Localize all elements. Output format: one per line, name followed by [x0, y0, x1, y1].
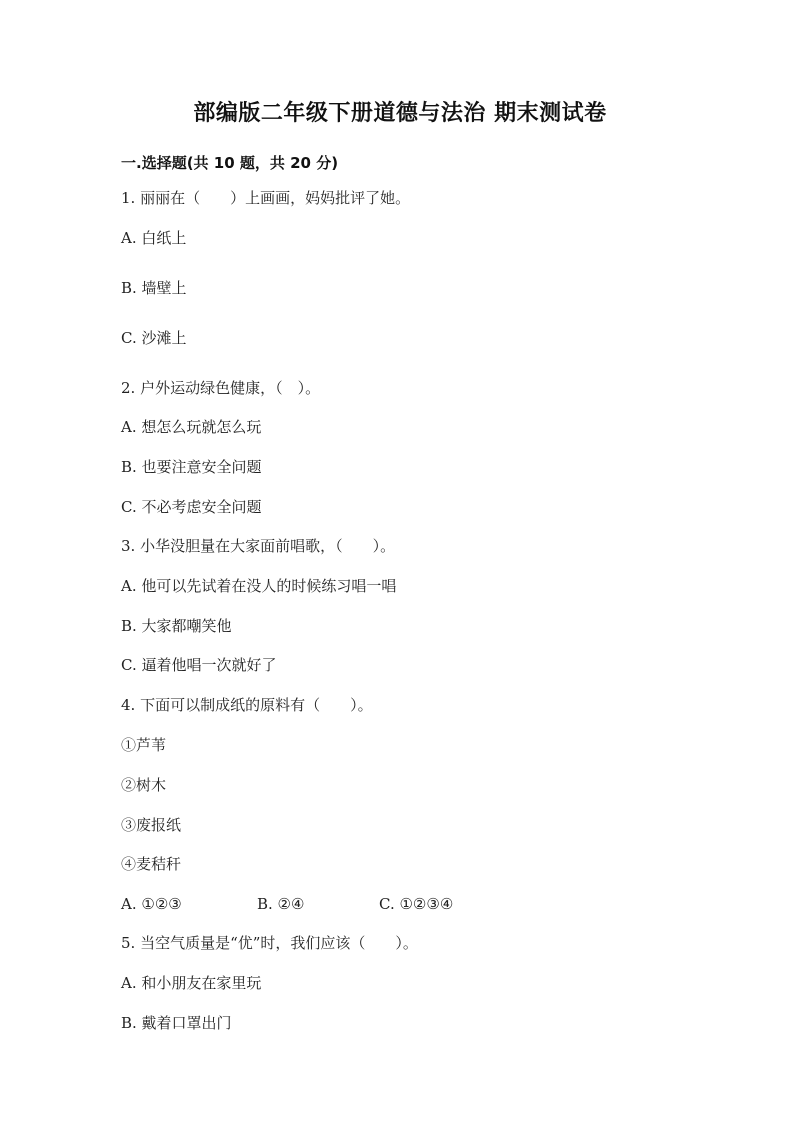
question-4-item-3: ③废报纸: [121, 816, 182, 834]
question-2-option-b: B. 也要注意安全问题: [121, 458, 262, 476]
question-5-stem: 5. 当空气质量是“优”时，我们应该（ ）。: [121, 934, 418, 952]
question-4-option-c: C. ①②③④: [379, 895, 454, 913]
question-5-option-b: B. 戴着口罩出门: [121, 1014, 232, 1032]
page-title: 部编版二年级下册道德与法治 期末测试卷: [193, 101, 607, 126]
question-3-option-b: B. 大家都嘲笑他: [121, 617, 232, 635]
question-3-option-a: A. 他可以先试着在没人的时候练习唱一唱: [121, 577, 397, 595]
question-1-option-b: B. 墙壁上: [121, 279, 187, 297]
question-3-option-c: C. 逼着他唱一次就好了: [121, 656, 277, 674]
question-2-option-c: C. 不必考虑安全问题: [121, 498, 262, 516]
question-4-item-1: ①芦苇: [121, 736, 167, 754]
question-4-item-4: ④麦秸秆: [121, 855, 182, 873]
question-4-option-a: A. ①②③: [121, 895, 182, 913]
question-5-option-a: A. 和小朋友在家里玩: [121, 974, 262, 992]
question-1-option-a: A. 白纸上: [121, 229, 187, 247]
question-1-option-c: C. 沙滩上: [121, 329, 187, 347]
question-4-option-b: B. ②④: [257, 895, 305, 913]
question-2-stem: 2. 户外运动绿色健康，（ ）。: [121, 379, 321, 397]
question-4-item-2: ②树木: [121, 776, 167, 794]
question-3-stem: 3. 小华没胆量在大家面前唱歌，（ ）。: [121, 537, 396, 555]
question-4-stem: 4. 下面可以制成纸的原料有（ ）。: [121, 696, 373, 714]
section-heading: 一.选择题(共 10 题，共 20 分): [121, 154, 339, 172]
question-2-option-a: A. 想怎么玩就怎么玩: [121, 418, 262, 436]
question-1-stem: 1. 丽丽在（ ）上画画，妈妈批评了她。: [121, 189, 411, 207]
